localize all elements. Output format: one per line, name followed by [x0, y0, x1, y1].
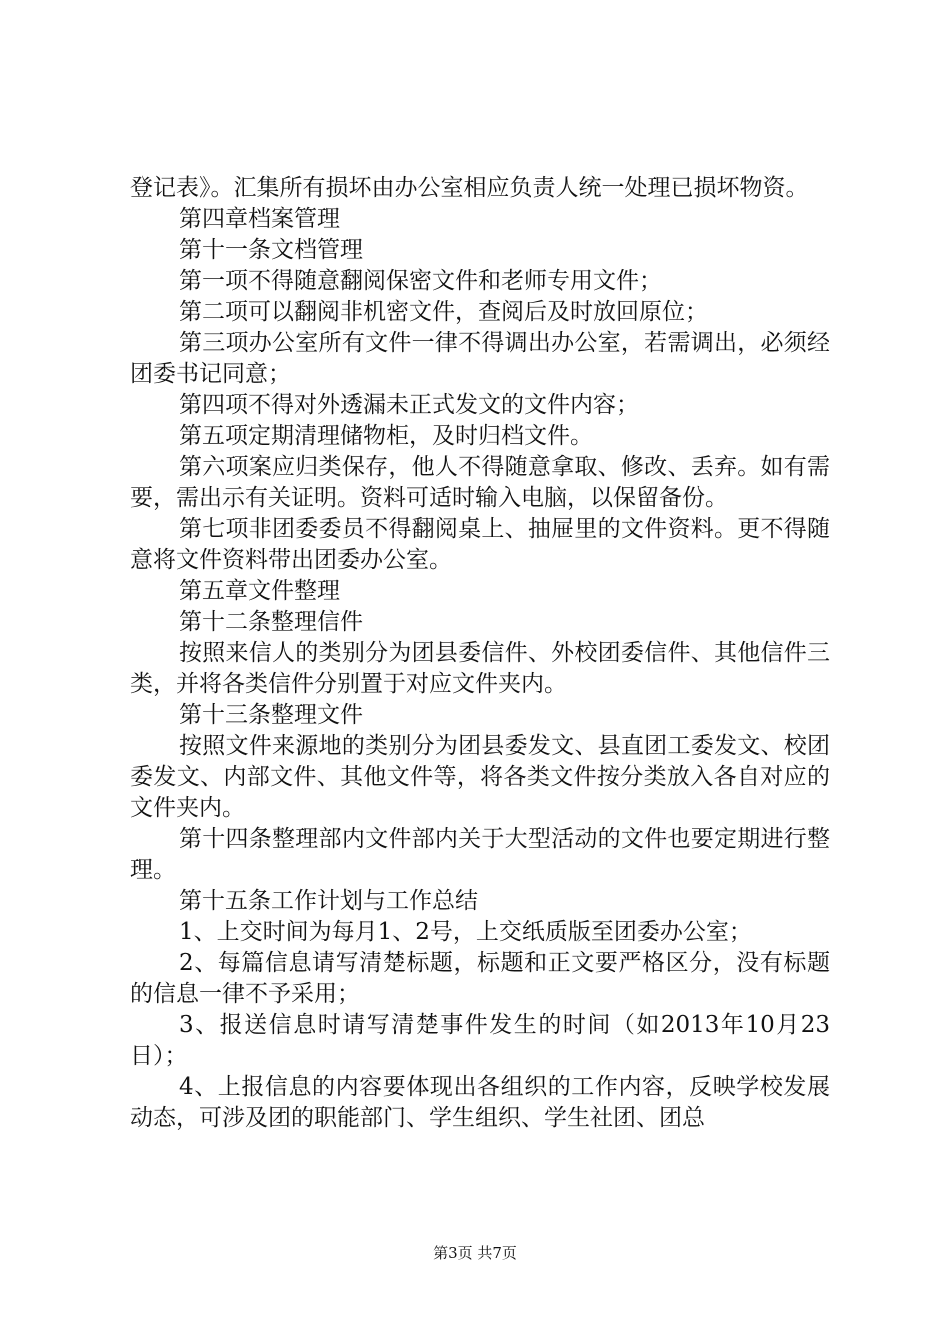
paragraph: 第一项不得随意翻阅保密文件和老师专用文件； [179, 268, 662, 294]
paragraph: 第四章档案管理 [179, 206, 340, 232]
paragraph: 按照文件来源地的类别分为团县委发文、县直团工委发文、校团委发文、内部文件、其他文件等，将各类文件按分类放入各自对应的文件夹内。 [130, 733, 830, 821]
paragraph: 1、上交时间为每月1、2号，上交纸质版至团委办公室； [179, 919, 752, 945]
paragraph: 第五章文件整理 [179, 578, 340, 604]
paragraph: 3、报送信息时请写清楚事件发生的时间（如2013年10月23日）； [130, 1012, 830, 1069]
paragraph: 第三项办公室所有文件一律不得调出办公室，若需调出，必须经团委书记同意； [130, 330, 830, 387]
paragraph: 第十二条整理信件 [179, 609, 363, 635]
paragraph: 第十五条工作计划与工作总结 [179, 888, 478, 914]
paragraph: 第五项定期清理储物柜，及时归档文件。 [179, 423, 593, 449]
paragraph: 按照来信人的类别分为团县委信件、外校团委信件、其他信件三类，并将各类信件分别置于对应文件夹内。 [130, 640, 830, 697]
paragraph: 第七项非团委委员不得翻阅桌上、抽屉里的文件资料。更不得随意将文件资料带出团委办公室。 [130, 516, 830, 573]
paragraph: 2、每篇信息请写清楚标题，标题和正文要严格区分，没有标题的信息一律不予采用； [130, 950, 830, 1007]
paragraph: 第二项可以翻阅非机密文件，查阅后及时放回原位； [179, 299, 708, 325]
paragraph: 登记表》。汇集所有损坏由办公室相应负责人统一处理已损坏物资。 [130, 175, 809, 201]
paragraph: 4、上报信息的内容要体现出各组织的工作内容，反映学校发展动态，可涉及团的职能部门、学生组织、学生社团、团总 [130, 1074, 830, 1131]
paragraph: 第十一条文档管理 [179, 237, 363, 263]
paragraph: 第四项不得对外透漏未正式发文的文件内容； [179, 392, 639, 418]
page-footer: 第3页 共7页 [433, 1244, 517, 1262]
document-body [130, 173, 830, 1134]
paragraph: 第六项案应归类保存，他人不得随意拿取、修改、丢弃。如有需要，需出示有关证明。资料可适时输入电脑，以保留备份。 [130, 454, 830, 511]
paragraph: 第十四条整理部内文件部内关于大型活动的文件也要定期进行整理。 [130, 826, 830, 883]
paragraph: 第十三条整理文件 [179, 702, 363, 728]
